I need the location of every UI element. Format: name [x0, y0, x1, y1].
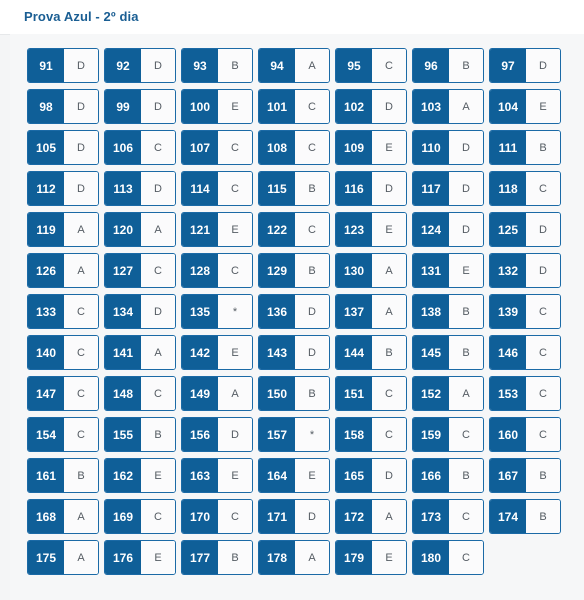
exam-title: Prova Azul - 2º dia	[24, 9, 139, 24]
answer-cell[interactable]	[181, 294, 253, 329]
question-number: 109	[336, 131, 372, 164]
answer-letter: A	[218, 377, 252, 410]
answer-letter: C	[449, 500, 483, 533]
answer-cell[interactable]	[258, 458, 330, 493]
answer-cell[interactable]	[412, 89, 484, 124]
question-number: 121	[182, 213, 218, 246]
question-number: 119	[28, 213, 64, 246]
answer-cell[interactable]	[335, 458, 407, 493]
answer-cell[interactable]	[104, 376, 176, 411]
question-number: 166	[413, 459, 449, 492]
answer-cell[interactable]	[489, 253, 561, 288]
answer-letter: A	[64, 500, 98, 533]
answer-letter: E	[141, 541, 175, 574]
answer-grid	[27, 48, 561, 575]
answer-cell[interactable]	[104, 294, 176, 329]
answer-cell[interactable]	[27, 48, 99, 83]
answer-cell[interactable]	[412, 253, 484, 288]
question-number: 149	[182, 377, 218, 410]
question-number: 162	[105, 459, 141, 492]
question-number: 126	[28, 254, 64, 287]
answer-cell[interactable]	[181, 540, 253, 575]
answer-cell[interactable]	[27, 376, 99, 411]
question-number: 163	[182, 459, 218, 492]
question-number: 156	[182, 418, 218, 451]
answer-cell[interactable]	[489, 89, 561, 124]
answer-cell[interactable]	[335, 48, 407, 83]
answer-cell[interactable]	[27, 540, 99, 575]
answer-letter: C	[526, 336, 560, 369]
answer-cell[interactable]	[489, 171, 561, 206]
answer-letter: E	[218, 90, 252, 123]
answer-letter: C	[372, 418, 406, 451]
answer-letter: A	[64, 541, 98, 574]
answer-cell[interactable]	[258, 130, 330, 165]
question-number: 150	[259, 377, 295, 410]
question-number: 138	[413, 295, 449, 328]
question-number: 148	[105, 377, 141, 410]
answer-letter: A	[372, 500, 406, 533]
answer-letter: C	[218, 172, 252, 205]
question-number: 103	[413, 90, 449, 123]
answer-letter: D	[218, 418, 252, 451]
answer-letter: D	[64, 49, 98, 82]
question-number: 140	[28, 336, 64, 369]
question-number: 108	[259, 131, 295, 164]
answer-letter: D	[449, 213, 483, 246]
answer-letter: D	[449, 172, 483, 205]
question-number: 146	[490, 336, 526, 369]
answer-cell[interactable]	[412, 335, 484, 370]
answer-letter: D	[64, 172, 98, 205]
question-number: 122	[259, 213, 295, 246]
question-number: 164	[259, 459, 295, 492]
answer-letter: B	[526, 131, 560, 164]
question-number: 100	[182, 90, 218, 123]
answer-cell[interactable]	[27, 89, 99, 124]
question-number: 169	[105, 500, 141, 533]
question-number: 127	[105, 254, 141, 287]
answer-cell[interactable]	[335, 89, 407, 124]
answer-cell[interactable]	[335, 540, 407, 575]
answer-cell[interactable]	[181, 376, 253, 411]
answer-letter: C	[295, 90, 329, 123]
question-number: 159	[413, 418, 449, 451]
answer-cell[interactable]	[258, 335, 330, 370]
answer-cell[interactable]	[335, 253, 407, 288]
question-number: 114	[182, 172, 218, 205]
question-number: 174	[490, 500, 526, 533]
answer-cell[interactable]	[335, 376, 407, 411]
question-number: 107	[182, 131, 218, 164]
answer-letter: C	[526, 295, 560, 328]
answer-letter: D	[526, 49, 560, 82]
answer-letter: D	[64, 131, 98, 164]
answer-cell[interactable]	[104, 130, 176, 165]
answer-cell[interactable]	[335, 499, 407, 534]
question-number: 154	[28, 418, 64, 451]
question-number: 124	[413, 213, 449, 246]
answer-letter: B	[526, 500, 560, 533]
answer-letter: A	[449, 90, 483, 123]
answer-letter: D	[64, 90, 98, 123]
answer-letter: E	[218, 336, 252, 369]
answer-cell[interactable]	[27, 499, 99, 534]
answer-cell[interactable]	[181, 48, 253, 83]
answer-letter: C	[64, 336, 98, 369]
answer-letter: C	[141, 254, 175, 287]
answer-cell[interactable]	[27, 253, 99, 288]
question-number: 101	[259, 90, 295, 123]
question-number: 178	[259, 541, 295, 574]
answer-letter: C	[141, 500, 175, 533]
question-number: 173	[413, 500, 449, 533]
answer-letter: C	[295, 213, 329, 246]
answer-cell[interactable]	[258, 48, 330, 83]
answer-letter: D	[295, 336, 329, 369]
answer-letter: C	[64, 418, 98, 451]
answer-letter: C	[449, 541, 483, 574]
answer-letter: B	[295, 172, 329, 205]
question-number: 110	[413, 131, 449, 164]
question-number: 155	[105, 418, 141, 451]
answer-cell[interactable]	[181, 89, 253, 124]
question-number: 144	[336, 336, 372, 369]
question-number: 128	[182, 254, 218, 287]
question-number: 177	[182, 541, 218, 574]
answer-cell[interactable]	[412, 376, 484, 411]
question-number: 147	[28, 377, 64, 410]
answer-letter: C	[141, 131, 175, 164]
answer-cell[interactable]	[258, 171, 330, 206]
question-number: 93	[182, 49, 218, 82]
answer-letter: C	[372, 377, 406, 410]
answer-letter: D	[141, 49, 175, 82]
answer-cell[interactable]	[104, 417, 176, 452]
question-number: 92	[105, 49, 141, 82]
answer-letter: B	[449, 295, 483, 328]
answer-letter: C	[449, 418, 483, 451]
answer-cell[interactable]	[104, 499, 176, 534]
question-number: 179	[336, 541, 372, 574]
answer-cell[interactable]	[27, 130, 99, 165]
answer-cell[interactable]	[104, 212, 176, 247]
question-number: 171	[259, 500, 295, 533]
answer-letter: B	[218, 49, 252, 82]
answer-cell[interactable]	[27, 212, 99, 247]
answer-cell[interactable]	[412, 540, 484, 575]
answer-letter: B	[449, 336, 483, 369]
answer-cell[interactable]	[335, 171, 407, 206]
answer-cell[interactable]	[27, 171, 99, 206]
question-number: 118	[490, 172, 526, 205]
question-number: 167	[490, 459, 526, 492]
answer-cell[interactable]	[181, 458, 253, 493]
answer-letter: D	[526, 254, 560, 287]
answer-letter: C	[526, 418, 560, 451]
question-number: 104	[490, 90, 526, 123]
answer-letter: C	[64, 377, 98, 410]
answer-cell[interactable]	[258, 499, 330, 534]
question-number: 161	[28, 459, 64, 492]
question-number: 151	[336, 377, 372, 410]
answer-letter: D	[295, 295, 329, 328]
answer-cell[interactable]	[335, 335, 407, 370]
question-number: 129	[259, 254, 295, 287]
question-number: 112	[28, 172, 64, 205]
answer-cell[interactable]	[104, 253, 176, 288]
question-number: 170	[182, 500, 218, 533]
answer-cell[interactable]	[258, 212, 330, 247]
question-number: 137	[336, 295, 372, 328]
question-number: 131	[413, 254, 449, 287]
question-number: 130	[336, 254, 372, 287]
answer-letter: A	[449, 377, 483, 410]
answer-letter: A	[141, 336, 175, 369]
answer-letter: D	[141, 295, 175, 328]
header-bar	[0, 0, 584, 35]
answer-cell[interactable]	[104, 335, 176, 370]
answer-letter: D	[449, 131, 483, 164]
answer-letter: A	[64, 213, 98, 246]
answer-letter: A	[372, 295, 406, 328]
answer-letter: D	[141, 172, 175, 205]
answer-cell[interactable]	[27, 335, 99, 370]
answer-letter: *	[295, 418, 329, 451]
answer-cell[interactable]	[258, 540, 330, 575]
answer-cell[interactable]	[27, 294, 99, 329]
answer-letter: E	[295, 459, 329, 492]
answer-cell[interactable]	[489, 48, 561, 83]
question-number: 98	[28, 90, 64, 123]
answer-letter: C	[218, 254, 252, 287]
answer-cell[interactable]	[489, 499, 561, 534]
question-number: 160	[490, 418, 526, 451]
answer-cell[interactable]	[412, 499, 484, 534]
answer-letter: D	[295, 500, 329, 533]
question-number: 176	[105, 541, 141, 574]
answer-letter: E	[218, 213, 252, 246]
answer-letter: A	[295, 541, 329, 574]
question-number: 96	[413, 49, 449, 82]
answer-letter: C	[295, 131, 329, 164]
answer-letter: D	[372, 172, 406, 205]
answer-letter: A	[141, 213, 175, 246]
answer-letter: *	[218, 295, 252, 328]
answer-cell[interactable]	[258, 294, 330, 329]
answer-cell[interactable]	[104, 89, 176, 124]
answer-cell[interactable]	[258, 89, 330, 124]
question-number: 135	[182, 295, 218, 328]
answer-letter: B	[141, 418, 175, 451]
answer-cell[interactable]	[104, 171, 176, 206]
question-number: 99	[105, 90, 141, 123]
answer-cell[interactable]	[489, 212, 561, 247]
question-number: 105	[28, 131, 64, 164]
answer-cell[interactable]	[412, 130, 484, 165]
answer-cell[interactable]	[181, 499, 253, 534]
answer-letter: E	[449, 254, 483, 287]
answer-letter: C	[372, 49, 406, 82]
answer-cell[interactable]	[104, 540, 176, 575]
answer-cell[interactable]	[258, 417, 330, 452]
answer-cell[interactable]	[181, 130, 253, 165]
answer-cell[interactable]	[335, 294, 407, 329]
question-number: 91	[28, 49, 64, 82]
answer-cell[interactable]	[489, 130, 561, 165]
answer-cell[interactable]	[258, 253, 330, 288]
question-number: 136	[259, 295, 295, 328]
answer-cell[interactable]	[489, 458, 561, 493]
answer-letter: B	[218, 541, 252, 574]
answer-cell[interactable]	[489, 335, 561, 370]
answer-cell[interactable]	[412, 212, 484, 247]
answer-letter: B	[449, 459, 483, 492]
answer-cell[interactable]	[27, 417, 99, 452]
question-number: 157	[259, 418, 295, 451]
question-number: 125	[490, 213, 526, 246]
answer-letter: A	[372, 254, 406, 287]
answer-cell[interactable]	[489, 294, 561, 329]
answer-cell[interactable]	[27, 458, 99, 493]
answer-cell[interactable]	[335, 417, 407, 452]
question-number: 158	[336, 418, 372, 451]
answer-letter: C	[218, 131, 252, 164]
answer-letter: E	[141, 459, 175, 492]
answer-letter: C	[526, 172, 560, 205]
question-number: 139	[490, 295, 526, 328]
answer-letter: D	[526, 213, 560, 246]
question-number: 165	[336, 459, 372, 492]
answer-cell[interactable]	[412, 417, 484, 452]
answer-cell[interactable]	[412, 171, 484, 206]
question-number: 97	[490, 49, 526, 82]
question-number: 180	[413, 541, 449, 574]
question-number: 106	[105, 131, 141, 164]
question-number: 134	[105, 295, 141, 328]
question-number: 117	[413, 172, 449, 205]
question-number: 116	[336, 172, 372, 205]
answer-letter: A	[64, 254, 98, 287]
answer-letter: B	[295, 254, 329, 287]
answer-letter: E	[218, 459, 252, 492]
question-number: 94	[259, 49, 295, 82]
question-number: 113	[105, 172, 141, 205]
question-number: 123	[336, 213, 372, 246]
answer-letter: D	[372, 90, 406, 123]
answer-letter: C	[526, 377, 560, 410]
answer-cell[interactable]	[104, 458, 176, 493]
answer-cell[interactable]	[258, 376, 330, 411]
question-number: 120	[105, 213, 141, 246]
answer-letter: B	[372, 336, 406, 369]
answer-cell[interactable]	[181, 417, 253, 452]
answer-letter: B	[449, 49, 483, 82]
question-number: 153	[490, 377, 526, 410]
question-number: 172	[336, 500, 372, 533]
answer-letter: E	[372, 541, 406, 574]
question-number: 152	[413, 377, 449, 410]
question-number: 175	[28, 541, 64, 574]
question-number: 145	[413, 336, 449, 369]
answer-cell[interactable]	[412, 458, 484, 493]
question-number: 132	[490, 254, 526, 287]
answer-letter: D	[372, 459, 406, 492]
answer-letter: E	[372, 131, 406, 164]
answer-cell[interactable]	[181, 335, 253, 370]
answer-cell[interactable]	[335, 212, 407, 247]
answer-letter: E	[526, 90, 560, 123]
answer-cell[interactable]	[181, 253, 253, 288]
answer-cell[interactable]	[181, 171, 253, 206]
answer-letter: E	[372, 213, 406, 246]
question-number: 102	[336, 90, 372, 123]
answer-letter: B	[526, 459, 560, 492]
answer-cell[interactable]	[489, 376, 561, 411]
question-number: 115	[259, 172, 295, 205]
question-number: 95	[336, 49, 372, 82]
question-number: 168	[28, 500, 64, 533]
answer-letter: C	[141, 377, 175, 410]
answer-cell[interactable]	[335, 130, 407, 165]
question-number: 141	[105, 336, 141, 369]
answer-letter: A	[295, 49, 329, 82]
answer-letter: B	[295, 377, 329, 410]
answer-letter: B	[64, 459, 98, 492]
answer-cell[interactable]	[489, 417, 561, 452]
question-number: 111	[490, 131, 526, 164]
answer-cell[interactable]	[412, 48, 484, 83]
question-number: 143	[259, 336, 295, 369]
question-number: 133	[28, 295, 64, 328]
answer-cell[interactable]	[412, 294, 484, 329]
answer-letter: D	[141, 90, 175, 123]
answer-cell[interactable]	[181, 212, 253, 247]
question-number: 142	[182, 336, 218, 369]
answer-cell[interactable]	[104, 48, 176, 83]
answer-letter: C	[218, 500, 252, 533]
answer-letter: C	[64, 295, 98, 328]
